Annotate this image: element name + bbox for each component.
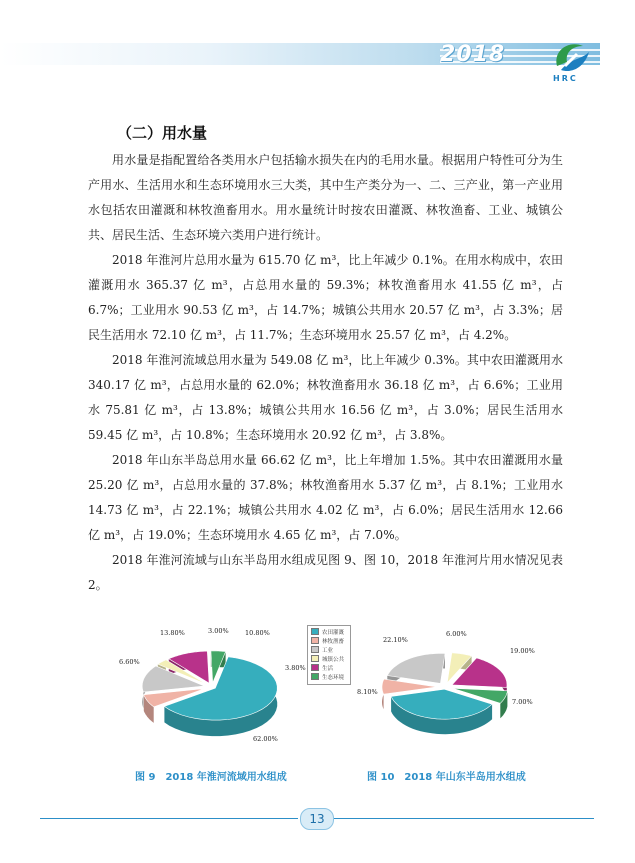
paragraph-shandong: 2018 年山东半岛总用水量 66.62 亿 m³，比上年增加 1.5%。其中农田灌溉用水量 25.20 亿 m³，占总用水量的 37.8%；林牧渔畜用水 5.37 亿 m³，占 8.1%；工业用水 14.73 亿 m³，占 22.1%；城镇公共用水 4.02 亿 m³，占 6.0%；居民生活用水 12.66 亿 m³，占 19.0%；生态环境用水 4.65 亿 m³，占 7.0%。 xyxy=(88,453,563,542)
footer-rule xyxy=(334,818,594,819)
logo-caption: HRC xyxy=(553,74,578,83)
page-number: 13 xyxy=(300,808,334,830)
paragraph-intro: 用水量是指配置给各类用水户包括输水损失在内的毛用水量。根据用户特性可分为生产用水、生活用水和生态环境用水三大类，其中生产类分为一、二、三产业，第一产业用水包括农田灌溉和林牧渔畜用水。用水量统计时按农田灌溉、林牧渔畜、工业、城镇公共、居民生活、生态环境六类用户进行统计。 xyxy=(88,153,563,242)
pie9-label-urban: 3.00% xyxy=(208,627,229,635)
footer-rule xyxy=(40,818,298,819)
legend-item: 林牧渔畜 xyxy=(311,637,344,644)
pie10-label-ecology: 7.00% xyxy=(512,698,533,706)
section-title: （二）用水量 xyxy=(117,124,208,142)
pie10-label-urban: 6.00% xyxy=(446,630,467,638)
pie9-label-domestic: 10.80% xyxy=(245,629,270,637)
pie10-label-industry: 22.10% xyxy=(383,636,408,644)
paragraph-huaihe-area: 2018 年淮河片总用水量为 615.70 亿 m³，比上年减少 0.1%。在用水构成中，农田灌溉用水 365.37 亿 m³，占总用水量的 59.3%；林牧渔畜用水 41.55 亿 m³，占 6.7%；工业用水 90.53 亿 m³，占 14.7%；城镇公共用水 20.57 亿 m³，占 3.3%；居民生活用水 72.10 亿 m³，占 11.7%；生态环境用水 25.57 亿 m³，占 4.2%。 xyxy=(88,253,563,342)
pie9-label-forestry: 6.60% xyxy=(119,658,140,666)
pie9-label-ecology: 3.80% xyxy=(285,664,306,672)
legend-item: 农田灌溉 xyxy=(311,628,344,635)
legend-item: 生活 xyxy=(311,664,333,671)
pie9-label-industry: 13.80% xyxy=(160,629,185,637)
pie9-label-farmland: 62.00% xyxy=(253,735,278,743)
figure-10-caption: 图 10 2018 年山东半岛用水组成 xyxy=(367,772,526,783)
legend-item: 生态环境 xyxy=(311,673,344,680)
chart-legend xyxy=(307,625,351,685)
paragraph-huaihe-basin: 2018 年淮河流域总用水量为 549.08 亿 m³，比上年减少 0.3%。其中农田灌溉用水 340.17 亿 m³，占总用水量的 62.0%；林牧渔畜用水 36.18 亿 m³，占 6.6%；工业用水 75.81 亿 m³，占 13.8%；城镇公共用水 16.56 亿 m³，占 3.0%；居民生活用水 59.45 亿 m³，占 10.8%；生态环境用水 20.92 亿 m³，占 3.8%。 xyxy=(88,353,563,442)
legend-item: 城镇公共 xyxy=(311,655,344,662)
pie10-label-forestry: 8.10% xyxy=(357,688,378,696)
pie10-label-domestic: 19.00% xyxy=(510,647,535,655)
header-year: 2018 xyxy=(440,42,506,67)
paragraph-figure-reference: 2018 年淮河流域与山东半岛用水组成见图 9、图 10，2018 年淮河片用水情况见表 2。 xyxy=(88,553,563,592)
figure-9-caption: 图 9 2018 年淮河流域用水组成 xyxy=(135,772,287,783)
legend-item: 工业 xyxy=(311,646,333,653)
